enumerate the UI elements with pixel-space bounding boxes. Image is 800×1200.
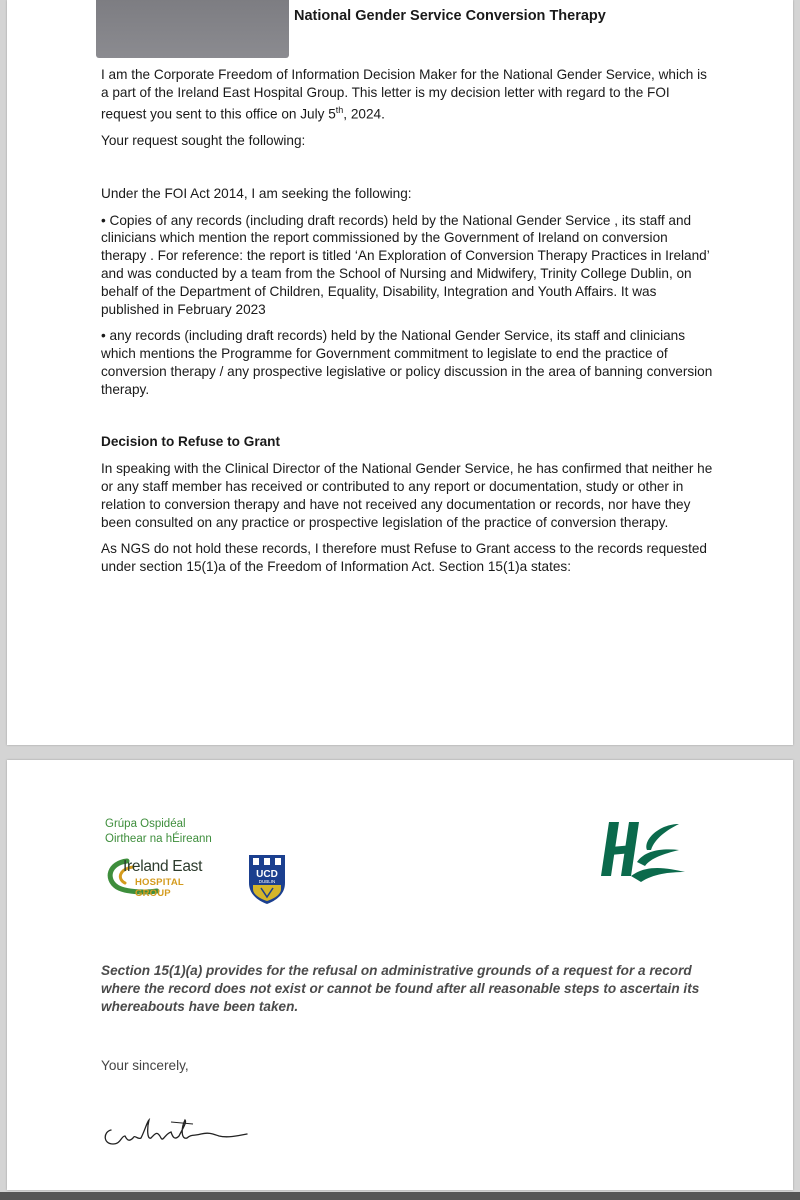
decision-paragraph: In speaking with the Clinical Director of the National Gender Service, he has confirmed that neither he or any staff member has received or contributed to any report or documentation, study or other in relation to conversion therapy and have not received any documentation or records, nor have they been consulted on any practice or prospective legislation of the practice of conversion therapy. <box>101 461 713 530</box>
closing-line: Your sincerely, <box>101 1058 189 1073</box>
bottom-bar <box>0 1192 800 1200</box>
logo-group: HOSPITAL GROUP <box>135 877 184 899</box>
ucd-label: UCD <box>256 869 278 880</box>
logo-irish-line-2: Oirthear na hÉireann <box>105 833 212 845</box>
letter-page-2 <box>7 760 793 1190</box>
ucd-sub-label: DUBLIN <box>258 879 276 884</box>
logo-name: Ireland East <box>123 858 203 875</box>
signature-image <box>101 1110 251 1150</box>
foi-act-line: Under the FOI Act 2014, I am seeking the following: <box>101 185 412 201</box>
intro-paragraph: I am the Corporate Freedom of Information Decision Maker for the National Gender Service, which is a part of the Ireland East Hospital Group. This letter is my decision letter with regard to the FOI request you sent to this office on July 5th, 2024. <box>101 67 707 122</box>
logo-irish-line-1: Grúpa Ospidéal <box>105 818 186 830</box>
section-15-quote: Section 15(1)(a) provides for the refusal on administrative grounds of a request for a record where the record does not exist or cannot be found after all reasonable steps to ascertain its whereabouts have been taken. <box>101 963 700 1014</box>
request-bullet-1: • Copies of any records (including draft records) held by the National Gender Service , its staff and clinicians which mention the report commissioned by the Government of Ireland on conversion therapy . For reference: the report is titled ‘An Exploration of Conversion Therapy Practices in Ireland’ and was conducted by a team from the School of Nursing and Midwifery, Trinity College Dublin, on behalf of the Department of Children, Equality, Disability, Integration and Youth Affairs. It was published in February 2023 <box>101 212 710 317</box>
ireland-east-logo <box>105 817 278 899</box>
decision-heading: Decision to Refuse to Grant <box>101 434 281 450</box>
redacted-block <box>96 0 289 58</box>
letter-body <box>101 66 713 585</box>
request-bullet-2: • any records (including draft records) held by the National Gender Service, its staff and clinicians which mentions the Programme for Government commitment to legislate to end the practice of conversion therapy / any prospective legislative or policy discussion in the area of banning conversion therapy. <box>101 328 713 397</box>
request-lead: Your request sought the following: <box>101 132 306 148</box>
hse-logo-icon <box>597 810 689 888</box>
letter-title: National Gender Service Conversion Therapy <box>294 8 606 24</box>
letter-page-1 <box>7 0 793 745</box>
refusal-paragraph: As NGS do not hold these records, I therefore must Refuse to Grant access to the records requested under section 15(1)a of the Freedom of Information Act. Section 15(1)a states: <box>101 541 707 575</box>
ucd-crest-icon <box>247 853 287 905</box>
